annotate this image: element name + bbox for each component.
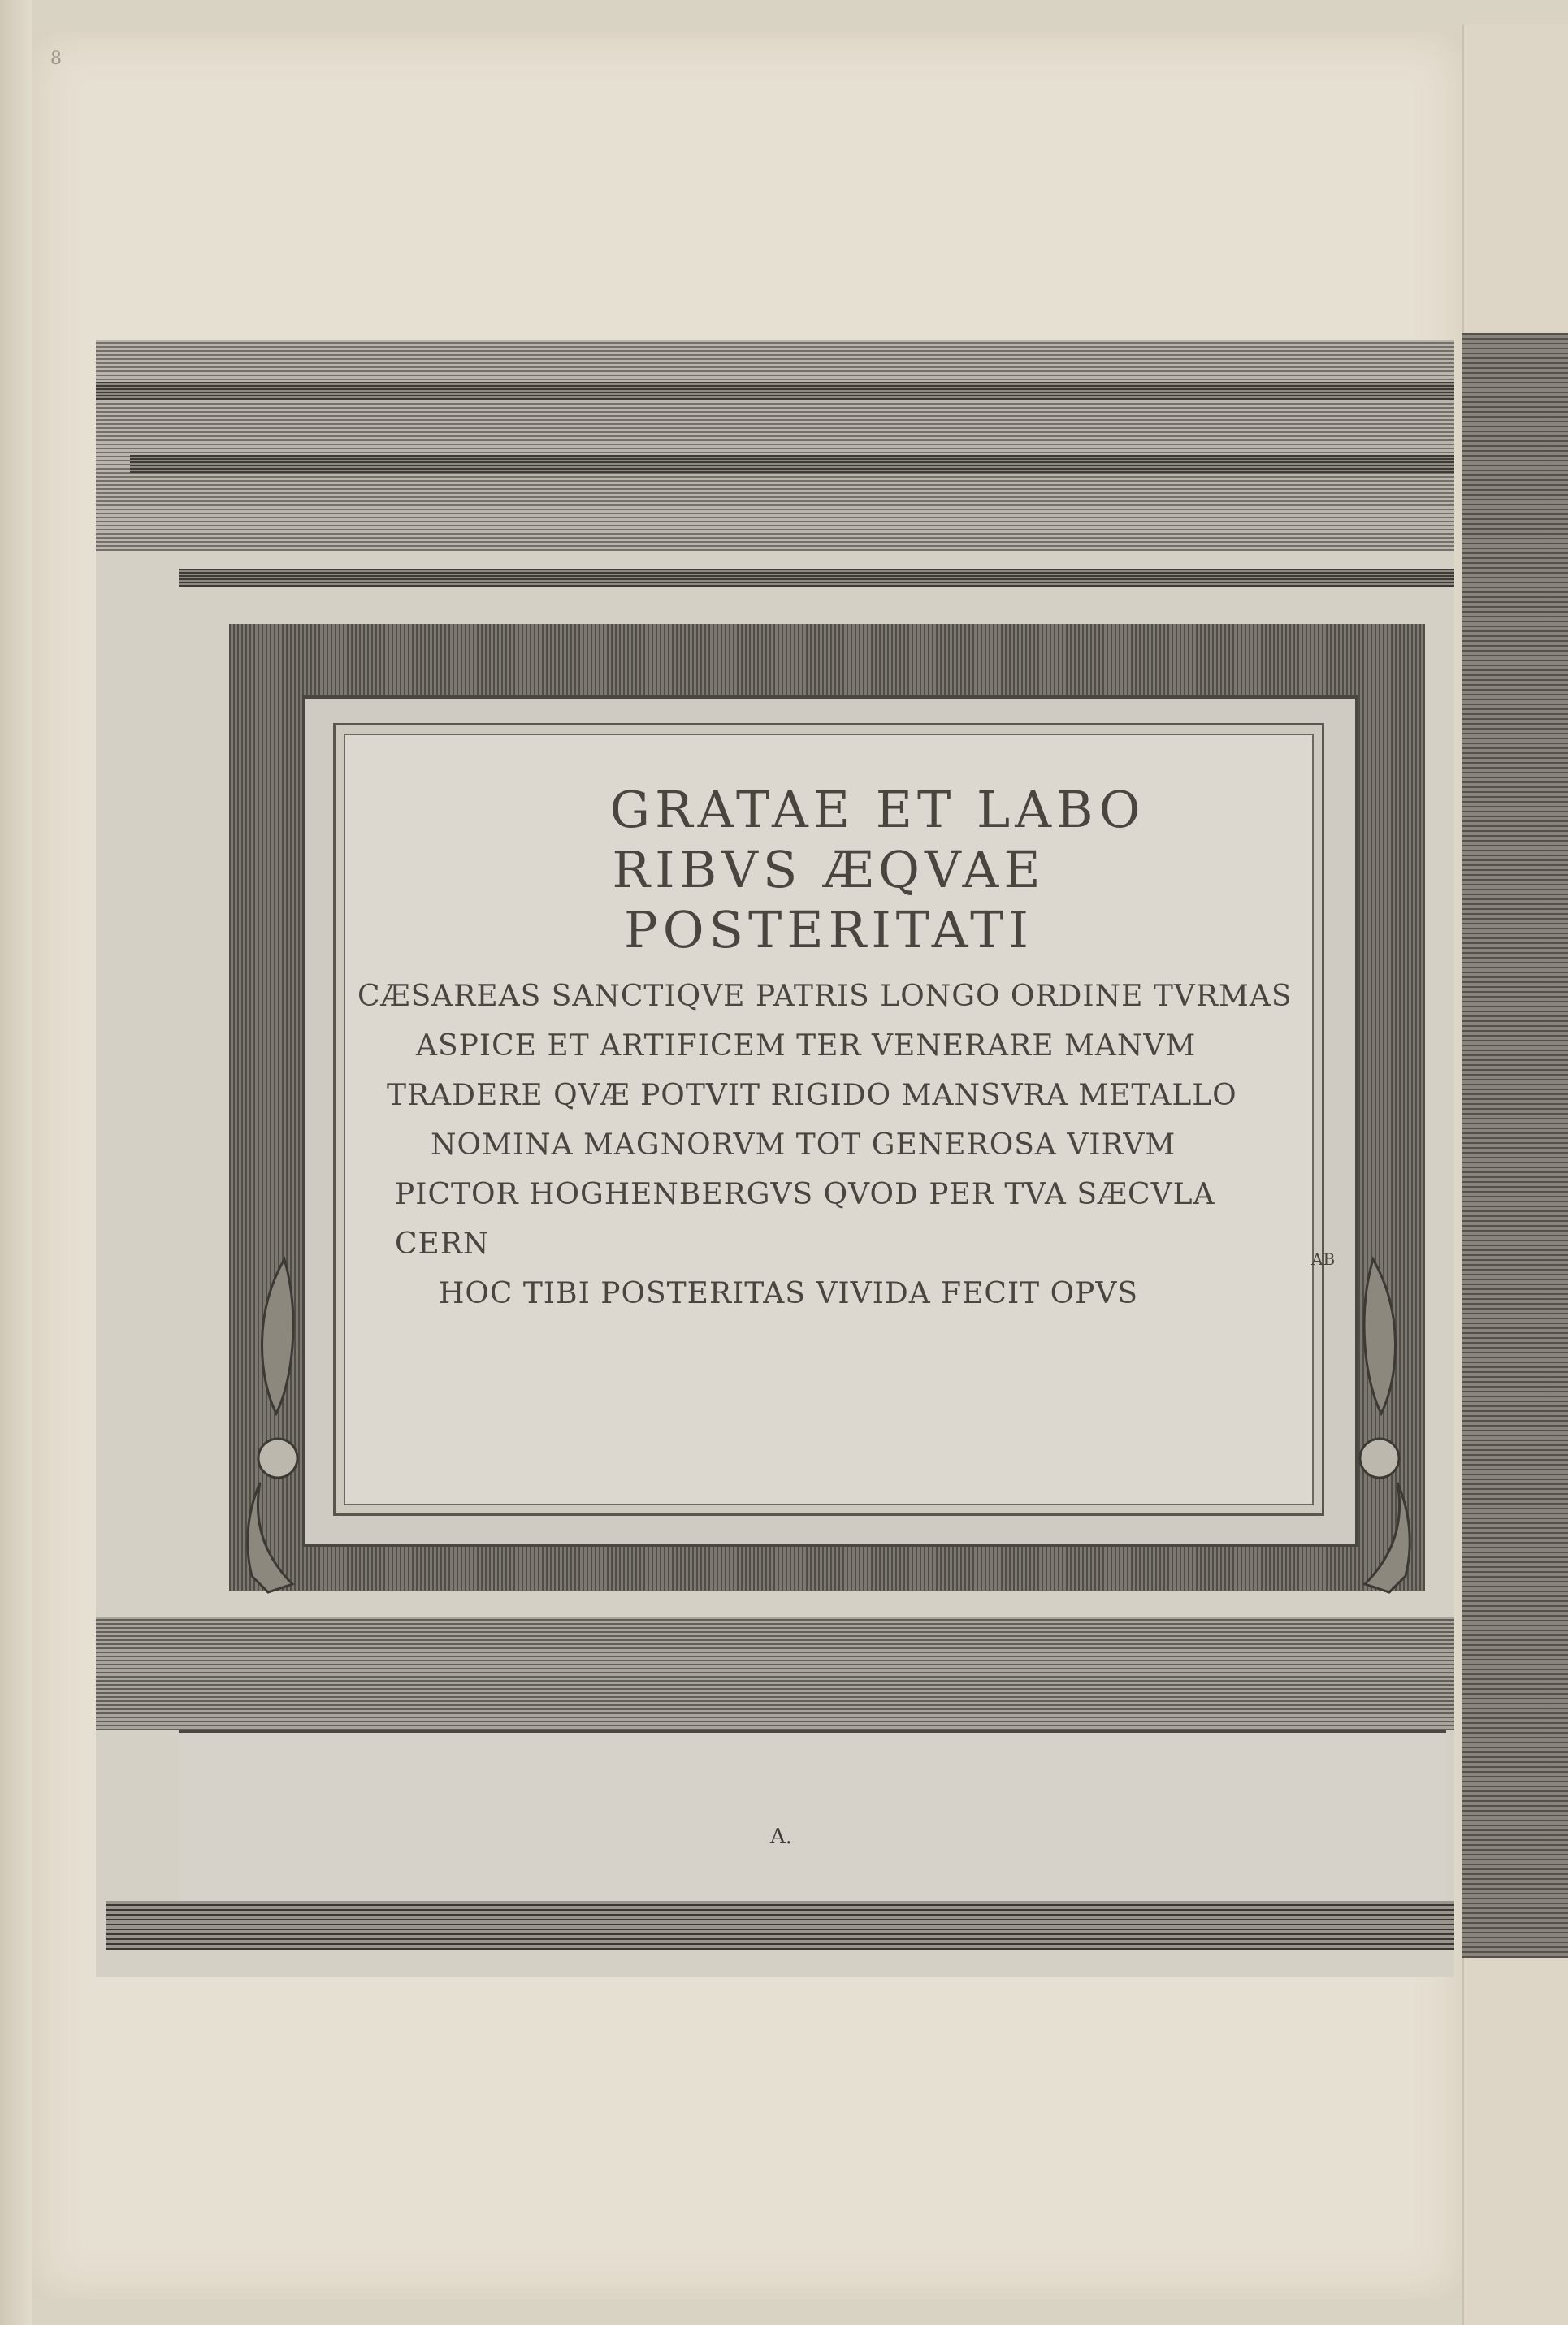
verse-line-5: PICTOR HOGHENBERGVS QVOD PER TVA SÆCVLA CERN <box>395 1178 1215 1261</box>
inscription-text <box>357 780 1300 1318</box>
winged-sphinx-right <box>1332 1251 1422 1600</box>
winged-sphinx-left <box>236 1251 325 1600</box>
cornice <box>96 340 1454 551</box>
verse-line-6: HOC TIBI POSTERITAS VIVIDA FECIT OPVS <box>439 1277 1139 1310</box>
adjacent-arch-structure <box>1462 333 1568 1958</box>
verse-line-3: TRADERE QVÆ POTVIT RIGIDO MANSVRA METALLO <box>387 1079 1237 1112</box>
pencil-page-number: 8 <box>50 49 62 69</box>
cornice-moulding-2 <box>130 455 1454 473</box>
plinth-foot-moulding <box>106 1901 1454 1950</box>
plate-letter: A. <box>770 1825 793 1849</box>
cornice-moulding-1 <box>96 382 1454 400</box>
engraver-monogram: AB <box>1311 1249 1336 1269</box>
verse-line-2: ASPICE ET ARTIFICEM TER VENERARE MANVM <box>416 1029 1197 1063</box>
plinth <box>179 1730 1446 1906</box>
heading-line-3: POSTERITATI <box>624 900 1033 959</box>
binding-edge <box>0 0 32 2325</box>
base-moulding <box>96 1617 1454 1730</box>
verse-line-4: NOMINA MAGNORVM TOT GENEROSA VIRVM <box>431 1128 1176 1162</box>
verse-line-1: CÆSAREAS SANCTIQVE PATRIS LONGO ORDINE TVRMAS <box>357 980 1293 1013</box>
heading-line-1: GRATAE ET LABO <box>609 780 1146 839</box>
heading-line-2: RIBVS ÆQVAE <box>612 840 1046 899</box>
cornice-moulding-3 <box>179 569 1454 587</box>
